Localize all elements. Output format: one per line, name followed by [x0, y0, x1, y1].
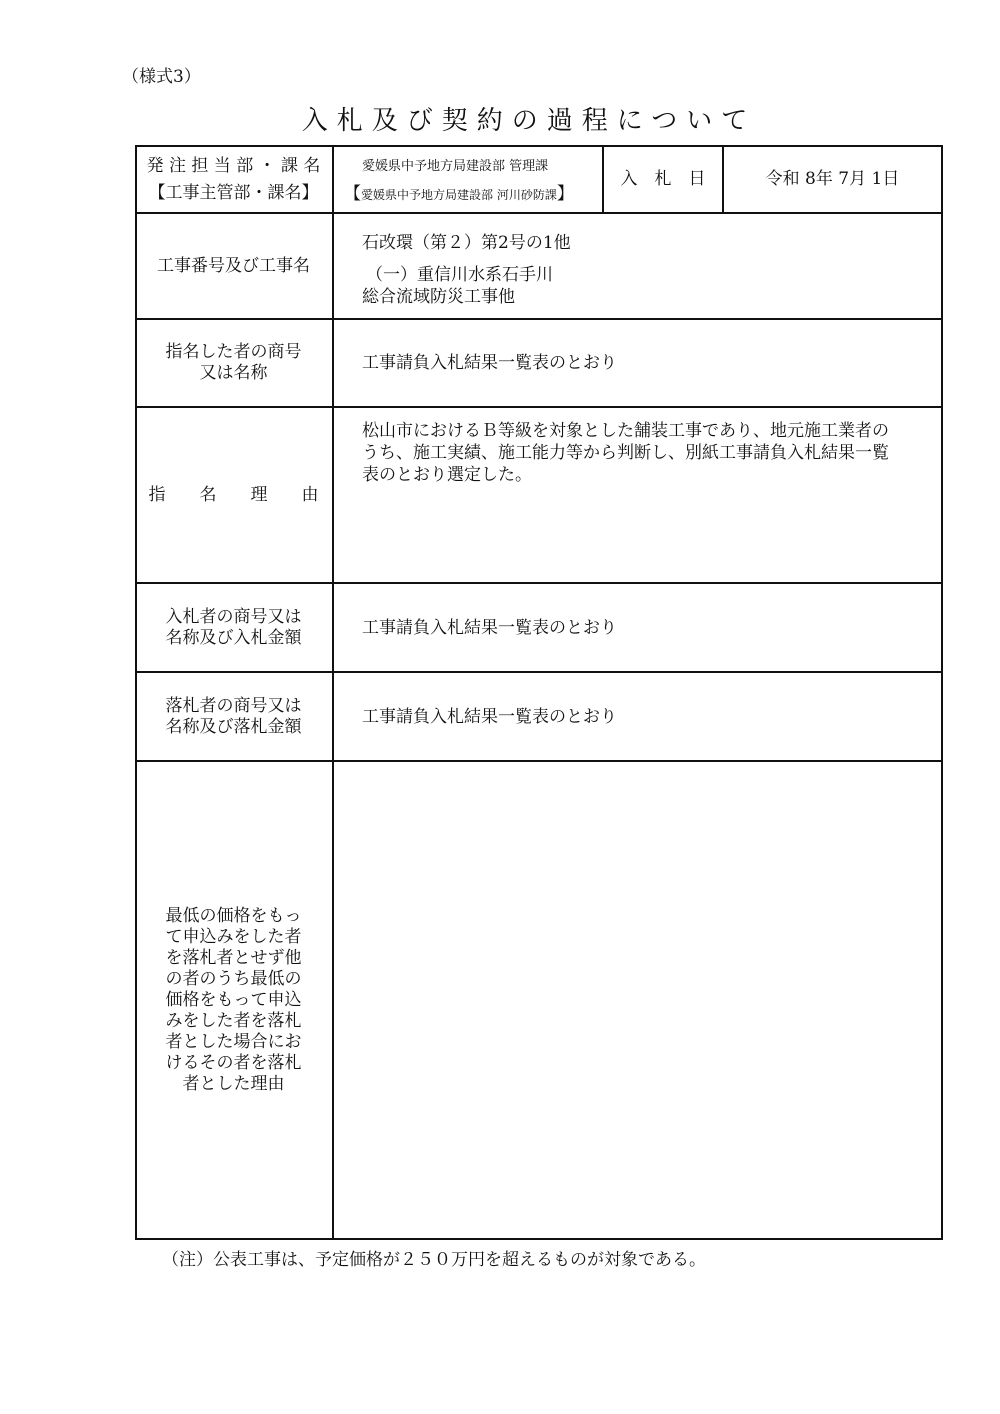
reason-label: 指 名 理 由 — [148, 484, 319, 505]
winner-value: 工事請負入札結果一覧表のとおり — [362, 706, 617, 727]
bidders-label-cell — [135, 584, 332, 671]
nominated-label-line1: 指名した者の商号 — [165, 342, 302, 362]
winner-label-line1: 落札者の商号又は — [165, 695, 302, 716]
exception-label-line: て申込みをした者 — [165, 926, 302, 947]
exception-label-line: 者とした場合にお — [165, 1031, 302, 1052]
winner-label-cell — [135, 673, 332, 760]
nominated-value-cell — [334, 320, 941, 406]
managing-dept-value-row — [344, 184, 574, 205]
managing-dept-label: 【工事主管部・課名】 — [148, 182, 319, 203]
ordering-dept-value: 愛媛県中予地方局建設部 管理課 — [362, 158, 549, 174]
exception-label-line: 者とした理由 — [182, 1073, 285, 1094]
exception-label-line: 最低の価格をもっ — [165, 905, 302, 926]
bid-date-value: 令和 8年 7月 1日 — [765, 169, 900, 189]
project-value-cell — [334, 214, 941, 318]
dept-label-cell — [135, 147, 332, 212]
exception-label-line: けるその者を落札 — [165, 1052, 302, 1073]
reason-line: 松山市におけるＢ等級を対象とした舗装工事であり、地元施工業者の — [362, 421, 889, 441]
footnote: （注）公表工事は、予定価格が２５０万円を超えるものが対象である。 — [162, 1250, 706, 1270]
dept-value-cell — [334, 147, 602, 212]
project-number: 石改環（第２）第2号の1他 — [362, 233, 571, 253]
project-name: 総合流域防災工事他 — [362, 287, 515, 307]
dept-label: 発 注 担 当 部 ・ 課 名 — [146, 155, 321, 176]
project-label: 工事番号及び工事名 — [157, 255, 310, 276]
exception-value-cell — [334, 762, 941, 1238]
reason-line: うち、施工実績、施工能力等から判断し、別紙工事請負入札結果一覧 — [362, 443, 889, 463]
reason-line: 表のとおり選定した。 — [362, 465, 532, 485]
bracket-open: 【 — [344, 183, 361, 204]
bidders-label-line1: 入札者の商号又は — [165, 606, 302, 627]
winner-label-line2: 名称及び落札金額 — [165, 716, 302, 737]
bidders-label-line2: 名称及び入札金額 — [165, 627, 302, 648]
project-river-system: （一）重信川水系石手川 — [366, 265, 553, 285]
exception-label-line: の者のうち最低の — [165, 968, 302, 989]
reason-value-cell — [334, 408, 941, 582]
bid-date-label-cell — [604, 147, 722, 212]
exception-label-line: みをした者を落札 — [165, 1010, 302, 1031]
nominated-value: 工事請負入札結果一覧表のとおり — [362, 353, 617, 373]
bid-date-label: 入 札 日 — [620, 169, 706, 189]
bid-date-value-cell — [724, 147, 941, 212]
project-label-cell — [135, 214, 332, 318]
exception-label-line: を落札者とせず他 — [165, 947, 302, 968]
exception-label-cell — [135, 762, 332, 1238]
bidders-value-cell — [334, 584, 941, 671]
nominated-label-cell — [135, 320, 332, 406]
form-number: （様式3） — [122, 67, 201, 87]
reason-label-cell — [135, 408, 332, 582]
winner-value-cell — [334, 673, 941, 760]
nominated-label-line2: 又は名称 — [199, 363, 268, 383]
document-title: 入札及び契約の過程について — [301, 106, 757, 136]
bidders-value: 工事請負入札結果一覧表のとおり — [362, 617, 617, 638]
exception-label-line: 価格をもって申込 — [165, 989, 302, 1010]
managing-dept-value: 愛媛県中予地方局建設部 河川砂防課 — [361, 187, 557, 202]
bracket-close: 】 — [556, 183, 574, 204]
